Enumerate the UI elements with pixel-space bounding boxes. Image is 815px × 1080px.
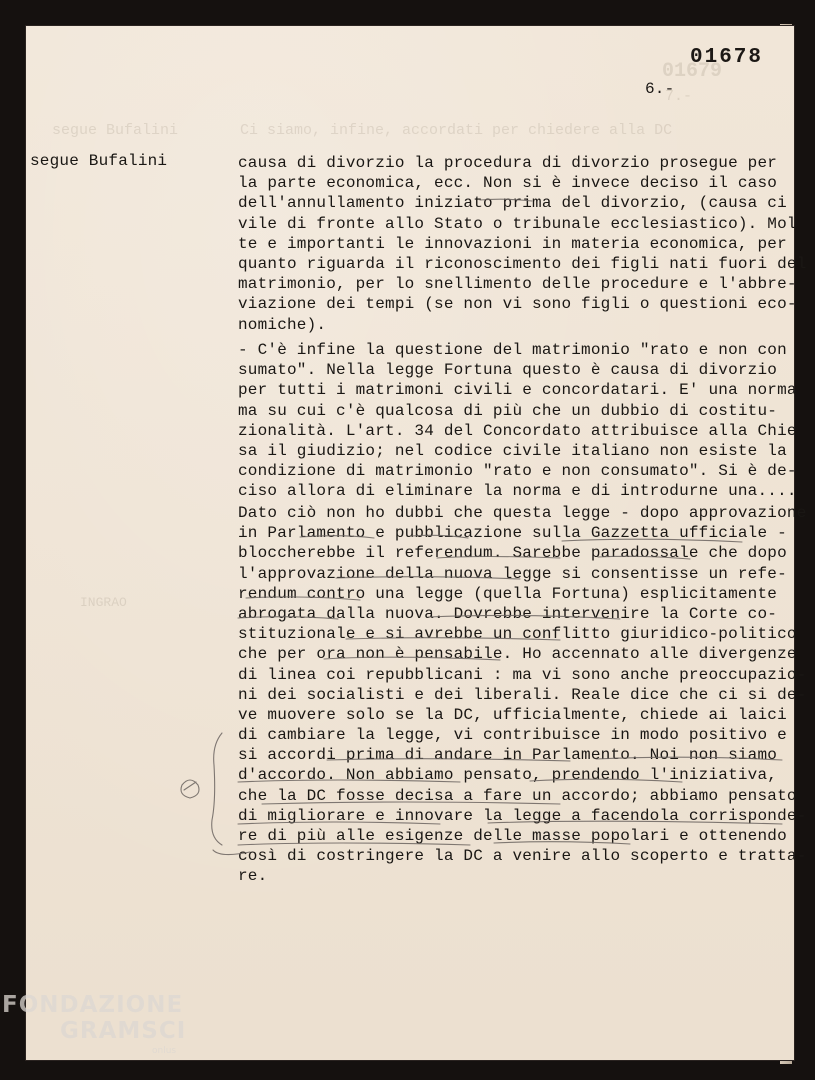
text-line: viazione dei tempi (se non vi sono figli o questioni eco- (238, 295, 797, 314)
text-line: in Parlamento e pubblicazione sulla Gazzetta ufficiale - (238, 524, 787, 543)
text-line: causa di divorzio la procedura di divorzio prosegue per (238, 154, 778, 172)
text-line: matrimonio, per lo snellimento delle procedure e l'abbre- (238, 275, 797, 294)
bleed-through-number: 01679 (662, 60, 723, 83)
text-line: re. (238, 867, 268, 886)
bleed-through-first-line: Ci siamo, infine, accordati per chiedere alla DC (240, 122, 673, 139)
text-line: di migliorare e innovare la legge a facendola corrisponde- (238, 806, 807, 825)
text-line: nomiche). (238, 315, 327, 334)
foundation-watermark (2, 992, 186, 1064)
text-line: che per ora non è pensabile. Ho accennato alle divergenze (238, 645, 797, 664)
text-line: - C'è infine la questione del matrimonio "rato e non con (238, 341, 787, 359)
paragraph-3 (238, 503, 807, 887)
text-line: di linea coi repubblicani : ma vi sono anche preoccupazio- (238, 665, 807, 684)
text-line: che la DC fosse decisa a fare un accordo; abbiamo pensato (238, 786, 797, 805)
text-line: condizione di matrimonio "rato e non consumato". Si è de- (238, 462, 797, 481)
text-line: si accordi prima di andare in Parlamento. Noi non siamo (238, 746, 778, 765)
text-line: rendum contro una legge (quella Fortuna) esplicitamente (238, 584, 778, 603)
text-line: così di costringere la DC a venire allo scoperto e tratta- (238, 847, 807, 866)
text-line: per tutti i matrimoni civili e concordatari. E' una norma (238, 381, 797, 400)
watermark-line-2: GRAMSCI (60, 1018, 187, 1044)
paragraph-2 (238, 340, 797, 502)
text-line: quanto riguarda il riconoscimento dei figli nati fuori del (238, 254, 807, 273)
speaker-label: segue Bufalini (30, 152, 168, 170)
text-line: zionalità. L'art. 34 del Concordato attribuisce alla Chie (238, 421, 797, 440)
text-line: Dato ciò non ho dubbi che questa legge - dopo approvazione (238, 504, 807, 522)
text-line: abrogata dalla nuova. Dovrebbe intervenire la Corte co- (238, 604, 778, 623)
text-line: bloccherebbe il referendum. Sarebbe paradossale che dopo (238, 544, 787, 563)
text-line: l'approvazione della nuova legge si consentisse un refe- (238, 564, 787, 583)
watermark-line-1: FONDAZIONE (2, 992, 184, 1018)
bleed-through-name: INGRAO (80, 595, 127, 610)
text-line: d'accordo. Non abbiamo pensato, prendendo l'iniziativa, (238, 766, 778, 785)
watermark-line-3: onlus (152, 1046, 177, 1056)
text-line: ni dei socialisti e dei liberali. Reale dice che ci si de- (238, 685, 807, 704)
document-number: 01678 (690, 46, 764, 69)
text-line: la parte economica, ecc. Non si è invece deciso il caso (238, 174, 778, 193)
text-line: sa il giudizio; nel codice civile italiano non esiste la (238, 441, 787, 460)
text-line: ve muovere solo se la DC, ufficialmente, chiede ai laici (238, 705, 787, 724)
text-line: ma su cui c'è qualcosa di più che un dubbio di costitu- (238, 401, 778, 420)
bleed-through-page: 7.- (665, 88, 693, 105)
text-line: sumato". Nella legge Fortuna questo è causa di divorzio (238, 361, 778, 380)
page-number: 6.- (645, 80, 675, 98)
text-line: te e importanti le innovazioni in materia economica, per (238, 234, 787, 253)
text-line: vile di fronte allo Stato o tribunale ecclesiastico). Mol (238, 214, 797, 233)
text-line: ciso allora di eliminare la norma e di introdurne una.... (238, 482, 797, 501)
text-line: di cambiare la legge, vi contribuisce in modo positivo e (238, 726, 787, 745)
paragraph-1 (238, 153, 807, 335)
bleed-through-speaker: segue Bufalini (52, 122, 179, 139)
text-line: stituzionale e si avrebbe un conflitto giuridico-politico (238, 625, 797, 644)
text-line: re di più alle esigenze delle masse popolari e ottenendo (238, 827, 787, 845)
text-line: dell'annullamento iniziato prima del divorzio, (causa ci (238, 194, 787, 213)
